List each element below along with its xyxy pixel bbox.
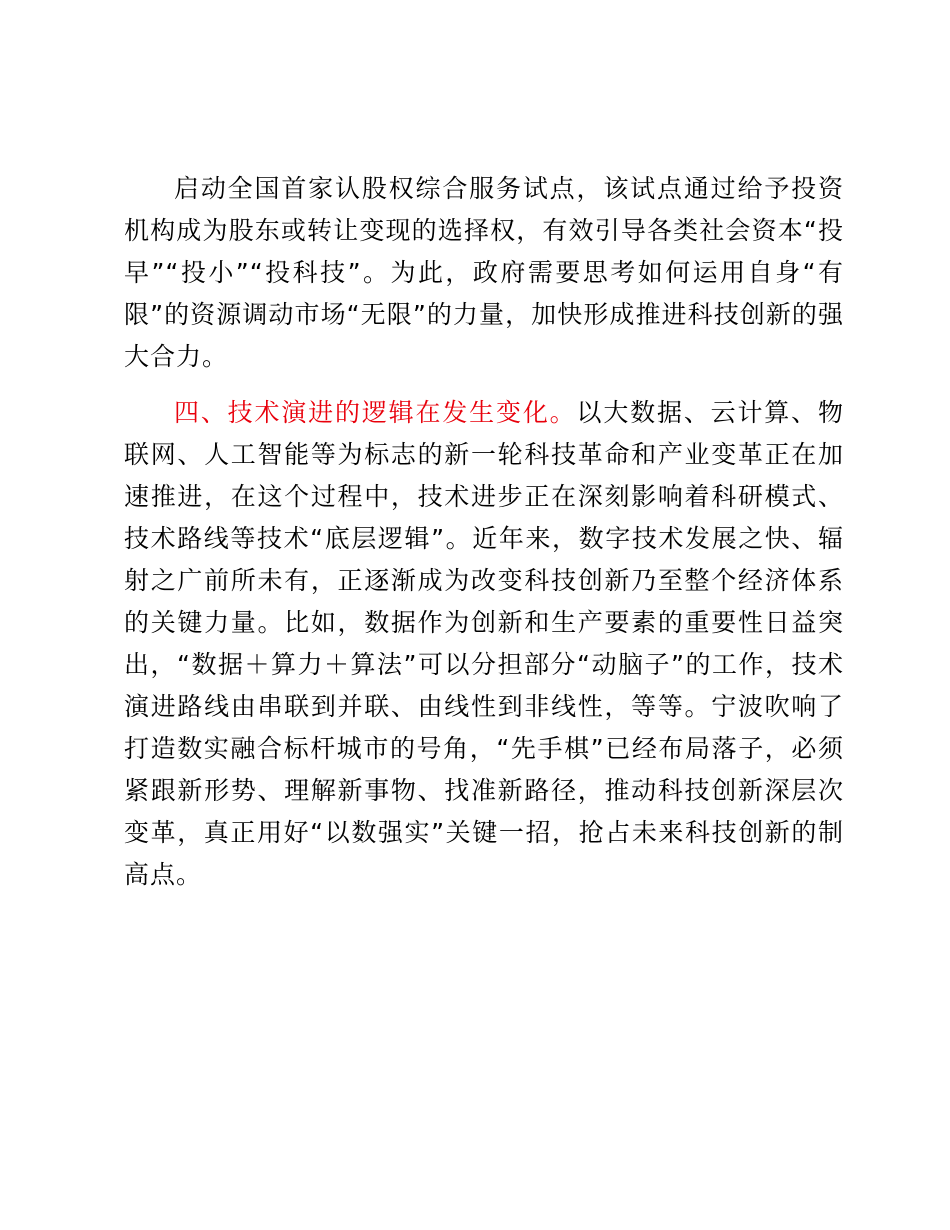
- section-heading: 四、技术演进的逻辑在发生变化。: [174, 398, 577, 427]
- document-body: [124, 168, 844, 896]
- paragraph-1: 启动全国首家认股权综合服务试点，该试点通过给予投资机构成为股东或转让变现的选择权，有效引导各类社会资本“投早”“投小”“投科技”。为此，政府需要思考如何运用自身“有限”的资源调动市场“无限”的力量，加快形成推进科技创新的强大合力。: [124, 174, 844, 371]
- paragraph-2: [124, 392, 844, 896]
- paragraph-2-body: 以大数据、云计算、物联网、人工智能等为标志的新一轮科技革命和产业变革正在加速推进，在这个过程中，技术进步正在深刻影响着科研模式、技术路线等技术“底层逻辑”。近年来，数字技术发展之快、辐射之广前所未有，正逐渐成为改变科技创新乃至整个经济体系的关键力量。比如，数据作为创新和生产要素的重要性日益突出，“数据＋算力＋算法”可以分担部分“动脑子”的工作，技术演进路线由串联到并联、由线性到非线性，等等。宁波吹响了打造数实融合标杆城市的号角，“先手棋”已经布局落子，必须紧跟新形势、理解新事物、找准新路径，推动科技创新深层次变革，真正用好“以数强实”关键一招，抢占未来科技创新的制高点。: [124, 398, 844, 889]
